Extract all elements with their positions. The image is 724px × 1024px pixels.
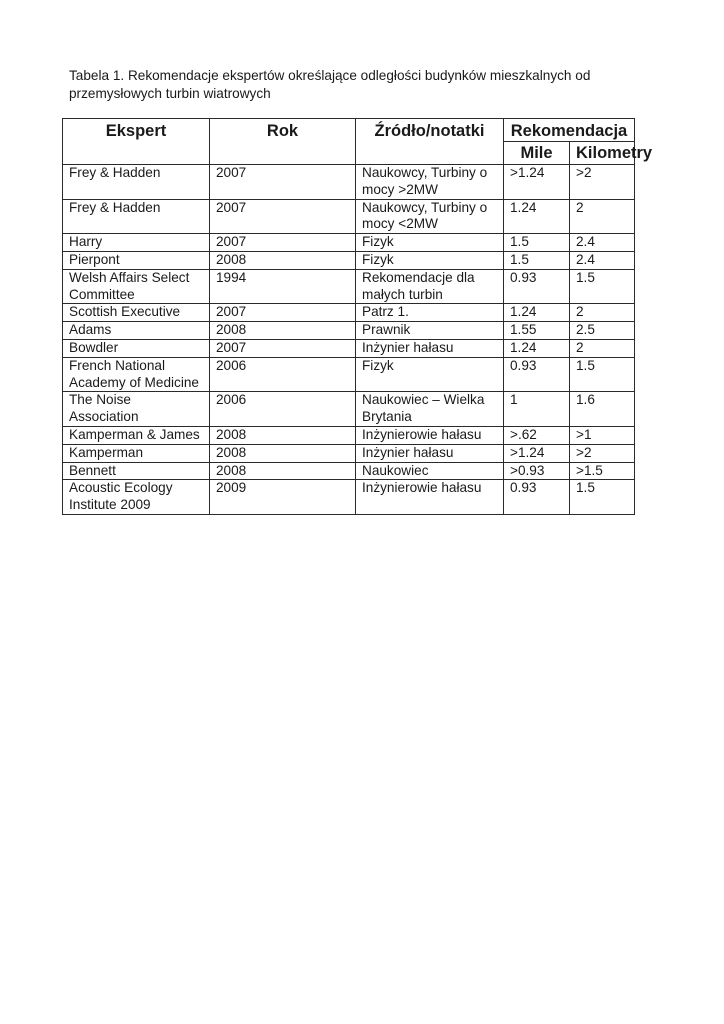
cell-source: Inżynierowie hałasu xyxy=(356,426,504,444)
cell-year: 2009 xyxy=(210,480,356,515)
cell-miles: >0.93 xyxy=(504,462,570,480)
table-row xyxy=(63,392,635,427)
cell-expert: Adams xyxy=(63,322,210,340)
cell-year: 2008 xyxy=(210,462,356,480)
cell-year: 2008 xyxy=(210,251,356,269)
cell-expert: Kamperman & James xyxy=(63,426,210,444)
cell-year: 2007 xyxy=(210,234,356,252)
cell-expert: The Noise Association xyxy=(63,392,210,427)
table-row xyxy=(63,304,635,322)
table-row xyxy=(63,339,635,357)
cell-expert: Frey & Hadden xyxy=(63,165,210,200)
cell-year: 2006 xyxy=(210,392,356,427)
cell-source: Inżynier hałasu xyxy=(356,339,504,357)
cell-miles: >1.24 xyxy=(504,165,570,200)
recommendations-table xyxy=(62,118,653,515)
header-year: Rok xyxy=(210,119,356,165)
cell-miles: 1.24 xyxy=(504,339,570,357)
cell-source: Patrz 1. xyxy=(356,304,504,322)
cell-expert: Pierpont xyxy=(63,251,210,269)
cell-expert: Scottish Executive xyxy=(63,304,210,322)
cell-miles: 1.5 xyxy=(504,251,570,269)
cell-year: 1994 xyxy=(210,269,356,304)
cell-year: 2008 xyxy=(210,444,356,462)
cell-expert: Bennett xyxy=(63,462,210,480)
cell-miles: >1.24 xyxy=(504,444,570,462)
cell-miles: 1.24 xyxy=(504,199,570,234)
table-caption: Tabela 1. Rekomendacje ekspertów określające odległości budynków mieszkalnych od przemysłowych turbin wiatrowych xyxy=(69,68,591,101)
cell-year: 2006 xyxy=(210,357,356,392)
cell-source: Naukowiec xyxy=(356,462,504,480)
cell-source: Naukowcy, Turbiny o mocy >2MW xyxy=(356,165,504,200)
cell-source: Fizyk xyxy=(356,234,504,252)
table-row xyxy=(63,322,635,340)
cell-miles: 0.93 xyxy=(504,269,570,304)
cell-year: 2008 xyxy=(210,322,356,340)
header-source: Źródło/notatki xyxy=(356,119,504,165)
table-row xyxy=(63,199,635,234)
cell-source: Fizyk xyxy=(356,251,504,269)
cell-expert: Kamperman xyxy=(63,444,210,462)
header-recommendation: Rekomendacja xyxy=(504,119,635,142)
cell-source: Naukowiec – Wielka Brytania xyxy=(356,392,504,427)
cell-year: 2007 xyxy=(210,304,356,322)
header-miles: Mile xyxy=(504,142,570,165)
cell-km: >2 xyxy=(570,444,635,462)
cell-expert: Harry xyxy=(63,234,210,252)
cell-expert: Frey & Hadden xyxy=(63,199,210,234)
table-row xyxy=(63,426,635,444)
cell-km: 2.5 xyxy=(570,322,635,340)
cell-km: 1.6 xyxy=(570,392,635,427)
cell-source: Naukowcy, Turbiny o mocy <2MW xyxy=(356,199,504,234)
cell-source: Prawnik xyxy=(356,322,504,340)
cell-year: 2007 xyxy=(210,165,356,200)
cell-source: Fizyk xyxy=(356,357,504,392)
cell-km: 2 xyxy=(570,199,635,234)
cell-source: Inżynierowie hałasu xyxy=(356,480,504,515)
cell-km: 1.5 xyxy=(570,357,635,392)
cell-km: 2 xyxy=(570,339,635,357)
cell-miles: 1.5 xyxy=(504,234,570,252)
table-row xyxy=(63,480,635,515)
table-body xyxy=(63,165,635,515)
header-km: Kilometry xyxy=(570,142,635,165)
cell-year: 2008 xyxy=(210,426,356,444)
cell-km: >2 xyxy=(570,165,635,200)
cell-source: Inżynier hałasu xyxy=(356,444,504,462)
cell-expert: Acoustic Ecology Institute 2009 xyxy=(63,480,210,515)
table-row xyxy=(63,462,635,480)
cell-km: 2.4 xyxy=(570,251,635,269)
cell-km: 2.4 xyxy=(570,234,635,252)
cell-expert: Bowdler xyxy=(63,339,210,357)
cell-km: 1.5 xyxy=(570,480,635,515)
header-row xyxy=(63,119,635,142)
cell-expert: French National Academy of Medicine xyxy=(63,357,210,392)
cell-km: 1.5 xyxy=(570,269,635,304)
cell-year: 2007 xyxy=(210,199,356,234)
table-row xyxy=(63,357,635,392)
cell-miles: 0.93 xyxy=(504,357,570,392)
cell-miles: 1.55 xyxy=(504,322,570,340)
table-row xyxy=(63,269,635,304)
table-row xyxy=(63,251,635,269)
cell-miles: 1 xyxy=(504,392,570,427)
header-expert: Ekspert xyxy=(63,119,210,165)
cell-miles: >.62 xyxy=(504,426,570,444)
cell-km: >1 xyxy=(570,426,635,444)
table-row xyxy=(63,165,635,200)
cell-miles: 1.24 xyxy=(504,304,570,322)
cell-miles: 0.93 xyxy=(504,480,570,515)
cell-year: 2007 xyxy=(210,339,356,357)
cell-km: 2 xyxy=(570,304,635,322)
cell-source: Rekomendacje dla małych turbin xyxy=(356,269,504,304)
table-row xyxy=(63,444,635,462)
cell-expert: Welsh Affairs Select Committee xyxy=(63,269,210,304)
cell-km: >1.5 xyxy=(570,462,635,480)
table-row xyxy=(63,234,635,252)
